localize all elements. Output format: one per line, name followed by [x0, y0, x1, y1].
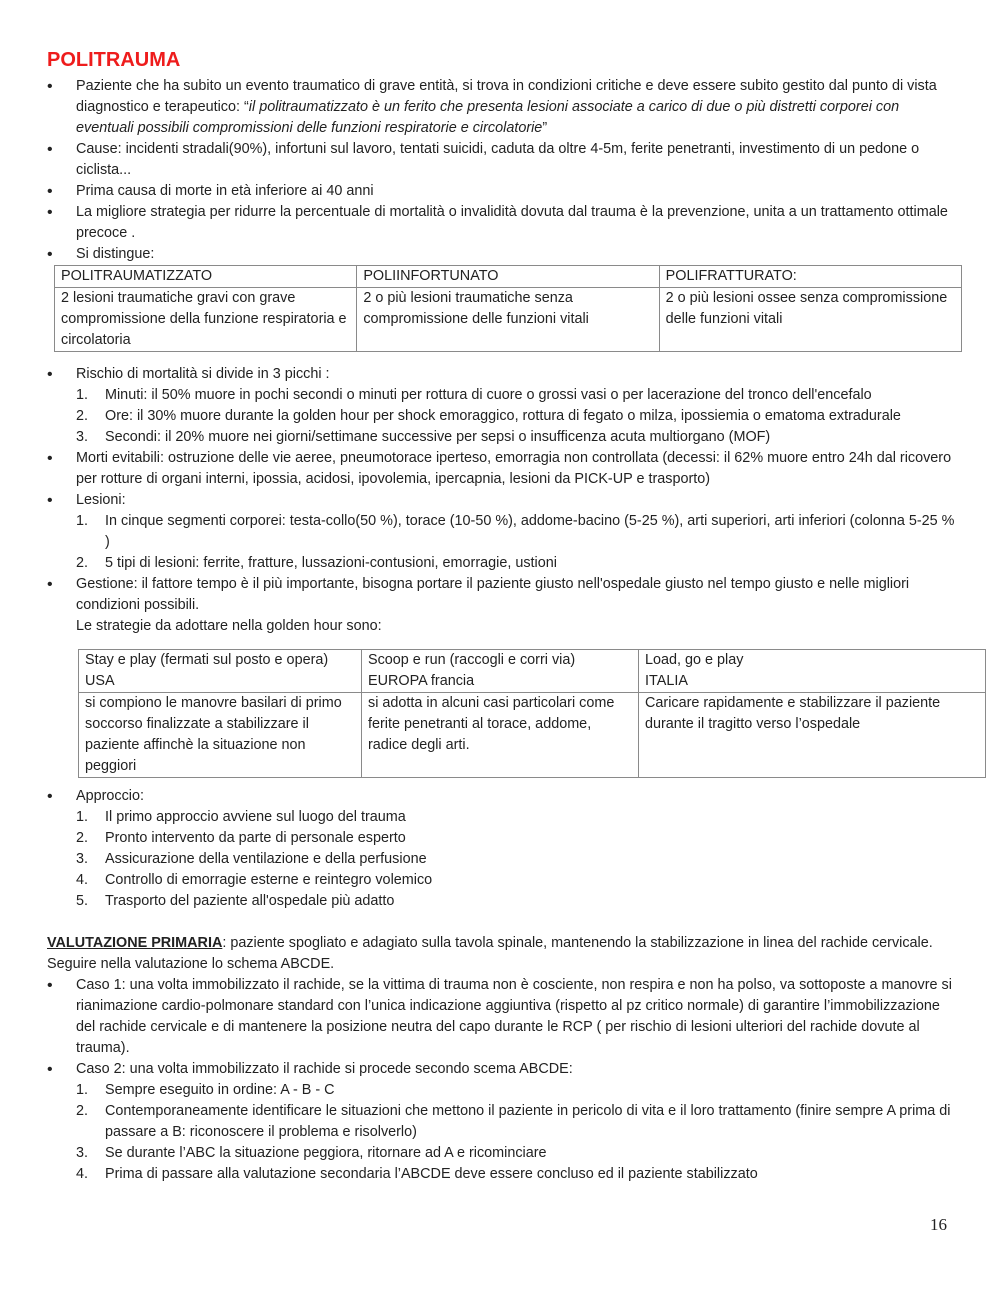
page-number: 16 [930, 1215, 947, 1234]
numbered-item: 5. Trasporto del paziente all'ospedale più adatto [76, 893, 395, 909]
quote-close: ” [542, 120, 548, 136]
numbered-item: 2. Pronto intervento da parte di personale esperto [76, 830, 406, 846]
numbered-item: 4. Prima di passare alla valutazione secondaria l’ABCDE deve essere concluso ed il paziente stabilizzato [76, 1166, 758, 1182]
header-line: Stay e play (fermati sul posto e opera) USA [85, 652, 329, 689]
table-header-cell: POLIFRATTURATO: [659, 266, 961, 288]
numbered-item-text: Il primo approccio avviene sul luogo del trauma [105, 809, 406, 825]
numbered-item-text: Controllo di emorragie esterne e reintegro volemico [105, 872, 433, 888]
numbered-item: 1. Sempre eseguito in ordine: A - B - C [76, 1082, 335, 1098]
abcde-steps [76, 1080, 955, 1185]
strategy-table [78, 649, 986, 778]
list-item [47, 574, 955, 637]
numbered-item-text: Se durante l’ABC la situazione peggiora, ritornare ad A e ricominciare [105, 1145, 547, 1161]
cases-list [47, 975, 955, 1185]
document-page [47, 48, 955, 1185]
table-header-cell [362, 650, 639, 693]
numbered-item: 4. Controllo di emorragie esterne e reintegro volemico [76, 872, 433, 888]
numbered-item: 2. Contemporaneamente identificare le situazioni che mettono il paziente in pericolo di vita e il loro trattamento (finire sempre A prima di passare a B: riconoscere il problema e risolverlo) [76, 1103, 951, 1140]
numbered-item-text: Prima di passare alla valutazione secondaria l’ABCDE deve essere concluso ed il paziente stabilizzato [105, 1166, 758, 1182]
list-item [47, 786, 955, 912]
numbered-item-text: In cinque segmenti corporei: testa-collo(50 %), torace (10-50 %), addome-bacino (5-25 %), arti superiori, arti inferiori (colonna 5-25 % ) [105, 513, 955, 550]
numbered-item-text: Contemporaneamente identificare le situazioni che mettono il paziente in pericolo di vita e il loro trattamento (finire sempre A prima di passare a B: riconoscere il problema e risolverlo) [105, 1103, 951, 1140]
list-item: • Prima causa di morte in età inferiore ai 40 anni [47, 181, 955, 202]
table-header-cell: POLITRAUMATIZZATO [55, 266, 357, 288]
page-title: POLITRAUMA [47, 49, 181, 71]
table-row [79, 693, 986, 778]
numbered-item-text: Pronto intervento da parte di personale esperto [105, 830, 406, 846]
header-line: Load, go e play [645, 652, 744, 668]
table-cell: si adotta in alcuni casi particolari come ferite penetranti al torace, addome, radice degli arti. [362, 693, 639, 778]
list-item: • La migliore strategia per ridurre la percentuale di mortalità o invalidità dovuta dal trauma è la prevenzione, unita a un trattamento ottimale precoce . [47, 202, 955, 244]
header-line: ITALIA [645, 673, 688, 689]
section-text: : paziente spogliato e adagiato sulla tavola spinale, mantenendo la stabilizzazione in linea del rachide cervicale. Seguire nella valutazione lo schema ABCDE. [47, 935, 933, 972]
table-cell: 2 o più lesioni traumatiche senza compromissione delle funzioni vitali [357, 288, 659, 352]
approach-list [47, 786, 955, 912]
table-cell: 2 lesioni traumatiche gravi con grave compromissione della funzione respiratoria e circolatoria [55, 288, 357, 352]
primary-assessment-paragraph [47, 933, 955, 975]
numbered-item: 1. Il primo approccio avviene sul luogo del trauma [76, 809, 406, 825]
lesions-label: Lesioni: [76, 492, 126, 508]
lesions-list [76, 511, 955, 574]
table-cell: Caricare rapidamente e stabilizzare il paziente durante il tragitto verso l’ospedale [639, 693, 986, 778]
numbered-item-text: Secondi: il 20% muore nei giorni/settimane successive per sepsi o insufficenza acuta multiorgano (MOF) [105, 429, 771, 445]
table-row [55, 288, 962, 352]
table-cell: 2 o più lesioni ossee senza compromissione delle funzioni vitali [659, 288, 961, 352]
numbered-item-text: 5 tipi di lesioni: ferrite, fratture, lussazioni-contusioni, emorragie, ustioni [105, 555, 557, 571]
management-text: • Gestione: il fattore tempo è il più importante, bisogna portare il paziente giusto nell'ospedale giusto nel tempo giusto e nelle migliori condizioni possibili. [76, 576, 910, 613]
list-item: • Caso 1: una volta immobilizzato il rachide, se la vittima di trauma non è cosciente, non respira e non ha polso, va sottoposte a manovre si rianimazione cardio-polmonare standard con l’unica indicazione aggiuntiva (rispetto al pz critico normale) di garantire l’immobilizzazione del rachide cervicale e di mantenere la posizione neutra del capo durante le RCP ( per rischio di lesioni ulteriori del rachide dovute al trauma). [47, 975, 955, 1059]
classification-table [54, 265, 962, 352]
section-heading: VALUTAZIONE PRIMARIA [47, 935, 223, 951]
list-item [47, 490, 955, 574]
numbered-item-text: Trasporto del paziente all'ospedale più adatto [105, 893, 395, 909]
numbered-item: 2. Ore: il 30% muore durante la golden hour per shock emoraggico, rottura di fegato o milza, ipossiemia o ematoma extradurale [76, 408, 901, 424]
list-item: • Cause: incidenti stradali(90%), infortuni sul lavoro, tentati suicidi, caduta da oltre 4-5m, ferite penetranti, investimento di un pedone o ciclista... [47, 139, 955, 181]
strategies-text: Le strategie da adottare nella golden hour sono: [76, 618, 382, 634]
header-line: Scoop e run (raccogli e corri via) [368, 652, 576, 668]
list-item [47, 1059, 955, 1185]
table-cell: si compiono le manovre basilari di primo soccorso finalizzate a stabilizzare il paziente affinchè la situazione non peggiori [79, 693, 362, 778]
table-header-cell [79, 650, 362, 693]
list-item [47, 76, 955, 139]
table-header-row [55, 266, 962, 288]
numbered-item: 1. Minuti: il 50% muore in pochi secondi o minuti per rottura di cuore o grossi vasi o per lacerazione del tronco dell'encefalo [76, 387, 872, 403]
numbered-item: 2. 5 tipi di lesioni: ferrite, fratture, lussazioni-contusioni, emorragie, ustioni [76, 555, 557, 571]
numbered-item: 1. In cinque segmenti corporei: testa-collo(50 %), torace (10-50 %), addome-bacino (5-25 %), arti superiori, arti inferiori (colonna 5-25 % ) [76, 513, 955, 550]
table-header-row [79, 650, 986, 693]
mortality-label: Rischio di mortalità si divide in 3 picchi : [76, 366, 330, 382]
approach-label: Approccio: [76, 788, 144, 804]
list-item: • Morti evitabili: ostruzione delle vie aeree, pneumotorace iperteso, emorragia non controllata (decessi: il 62% muore entro 24h dal ricovero per rotture di organi interni, ipossia, acidosi, ipovolemia, ipercapnia, lesioni da PICK-UP e trasporto) [47, 448, 955, 490]
numbered-item: 3. Assicurazione della ventilazione e della perfusione [76, 851, 427, 867]
intro-text: Paziente che ha subito un evento traumatico di grave entità, si trova in condizioni critiche e deve essere subito gestito dal punto di vista diagnostico e terapeutico: “ [76, 78, 937, 115]
mortality-list [76, 385, 955, 448]
numbered-item: 3. Se durante l’ABC la situazione peggiora, ritornare ad A e ricominciare [76, 1145, 547, 1161]
definition-quote: il politraumatizzato è un ferito che presenta lesioni associate a carico di due o più distretti corporei con eventuali possibili compromissioni delle funzioni respiratorie e circolatorie [76, 99, 900, 136]
numbered-item: 3. Secondi: il 20% muore nei giorni/settimane successive per sepsi o insufficenza acuta multiorgano (MOF) [76, 429, 771, 445]
numbered-item-text: Assicurazione della ventilazione e della perfusione [105, 851, 427, 867]
details-list [47, 364, 955, 637]
numbered-item-text: Minuti: il 50% muore in pochi secondi o minuti per rottura di cuore o grossi vasi o per lacerazione del tronco dell'encefalo [105, 387, 872, 403]
list-item [47, 364, 955, 448]
intro-list [47, 76, 955, 265]
list-item: • Si distingue: [47, 244, 955, 265]
numbered-item-text: Ore: il 30% muore durante la golden hour per shock emoraggico, rottura di fegato o milza, ipossiemia o ematoma extradurale [105, 408, 901, 424]
table-header-cell: POLIINFORTUNATO [357, 266, 659, 288]
case2-text: Caso 2: una volta immobilizzato il rachide si procede secondo scema ABCDE: [76, 1061, 573, 1077]
table-header-cell [639, 650, 986, 693]
header-line: EUROPA francia [368, 673, 475, 689]
approach-steps [76, 807, 955, 912]
numbered-item-text: Sempre eseguito in ordine: A - B - C [105, 1082, 335, 1098]
